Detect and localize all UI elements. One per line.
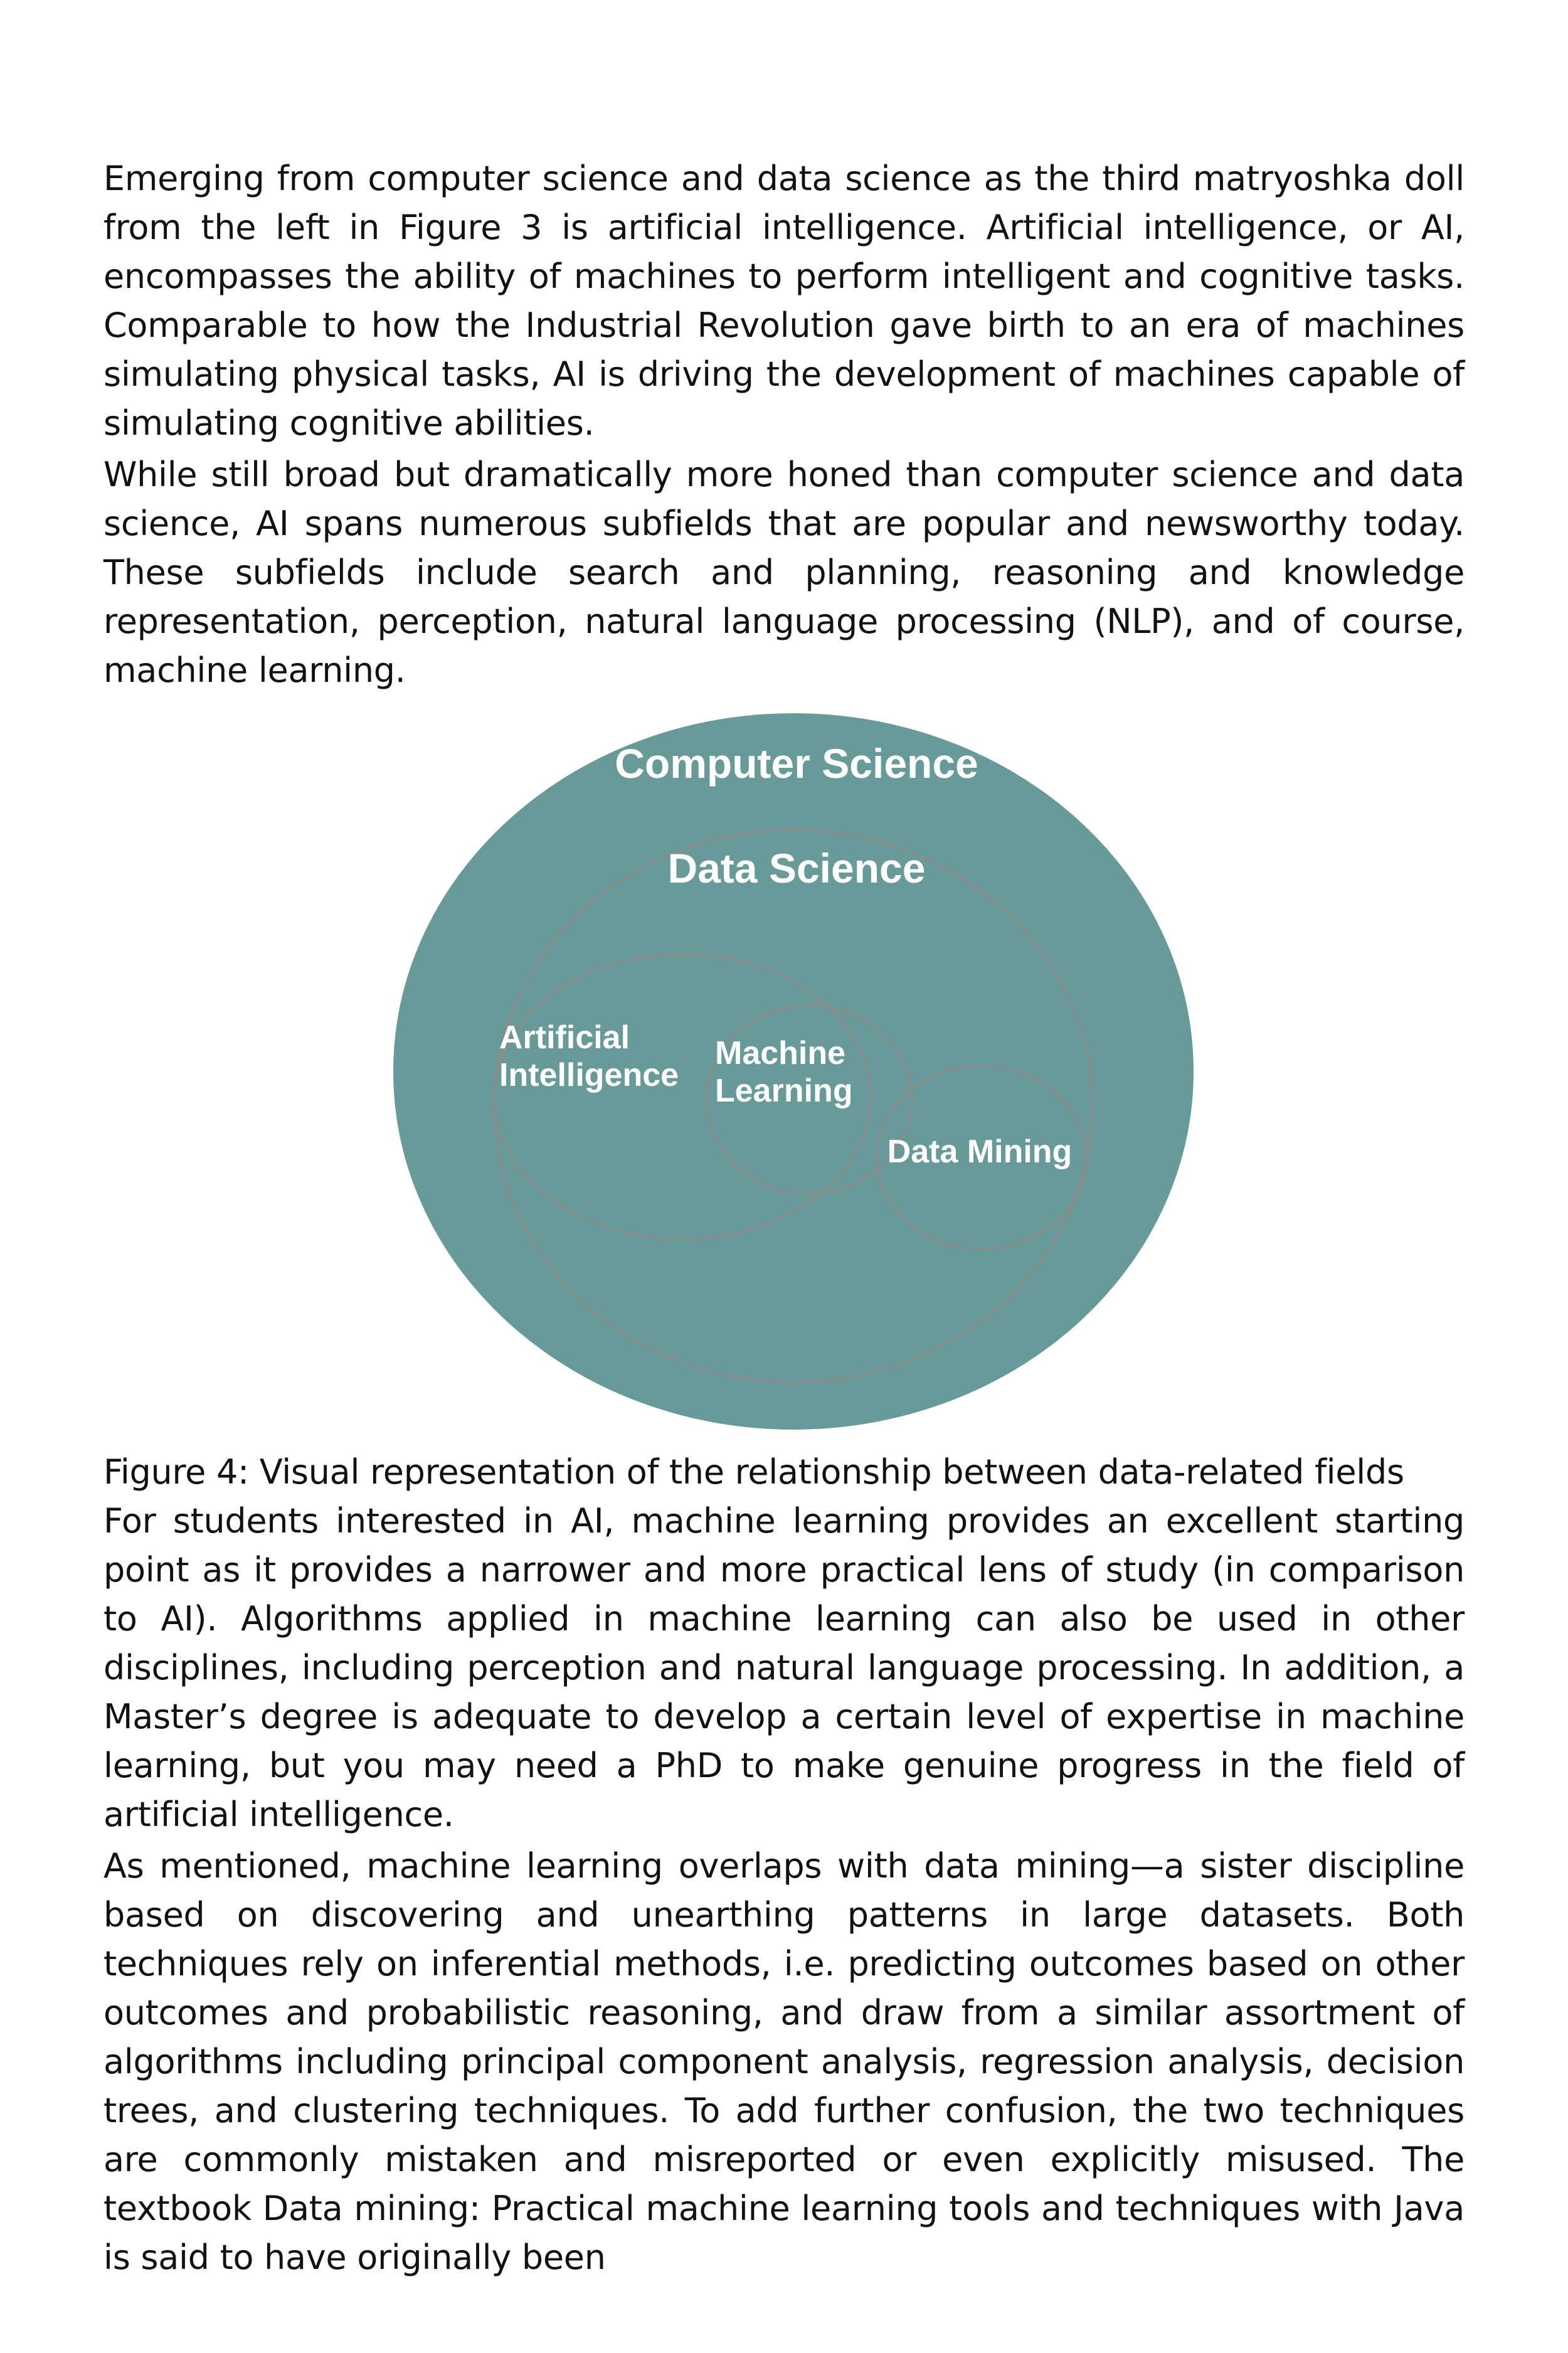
label-computer-science: Computer Science xyxy=(615,740,978,787)
label-machine-learning-line2: Learning xyxy=(715,1073,853,1109)
paragraph-ml-students: For students interested in AI, machine learning provides an excellent starting point as it provides a narrower and more practical lens of study (in comparison to AI). Algorithms applied in machine learning can also be used in other disciplines, including perception and natural language processing. In addition, a Master’s degree is adequate to develop a certain level of expertise in machine learning, but you may need a PhD to make genuine progress in the field of artificial intelligence. xyxy=(103,1501,1465,1834)
document-page xyxy=(103,154,1465,2282)
label-artificial-intelligence-line2: Intelligence xyxy=(499,1057,679,1093)
venn-diagram xyxy=(103,708,1465,1448)
paragraph-ai-intro: Emerging from computer science and data science as the third matryoshka doll from the left in Figure 3 is artificial intelligence. Artificial intelligence, or AI, encompasses the ability of machines to perform intelligent and cognitive tasks. Comparable to how the Industrial Revolution gave birth to an era of machines simulating physical tasks, AI is driving the development of machines capable of simulating cognitive abilities. xyxy=(103,159,1465,443)
paragraph-ai-subfields: While still broad but dramatically more honed than computer science and data science, AI spans numerous subfields that are popular and newsworthy today. These subfields include search and planning, reasoning and knowledge representation, perception, natural language processing (NLP), and of course, machine learning. xyxy=(103,455,1465,690)
paragraph-ml-data-mining: As mentioned, machine learning overlaps with data mining—a sister discipline based on discovering and unearthing patterns in large datasets. Both techniques rely on inferential methods, i.e. predicting outcomes based on other outcomes and probabilistic reasoning, and draw from a similar assortment of algorithms including principal component analysis, regression analysis, decision trees, and clustering techniques. To add further confusion, the two techniques are commonly mistaken and misreported or even explicitly misused. The textbook Data mining: Practical machine learning tools and techniques with Java is said to have originally been xyxy=(103,1846,1465,2277)
venn-figure xyxy=(103,708,1465,1448)
label-machine-learning-line1: Machine xyxy=(715,1035,846,1071)
label-artificial-intelligence-line1: Artificial xyxy=(499,1019,630,1056)
label-data-science: Data Science xyxy=(667,845,926,891)
label-data-mining: Data Mining xyxy=(887,1134,1073,1170)
figure-caption: Figure 4: Visual representation of the relationship between data-related fields xyxy=(103,1452,1404,1492)
